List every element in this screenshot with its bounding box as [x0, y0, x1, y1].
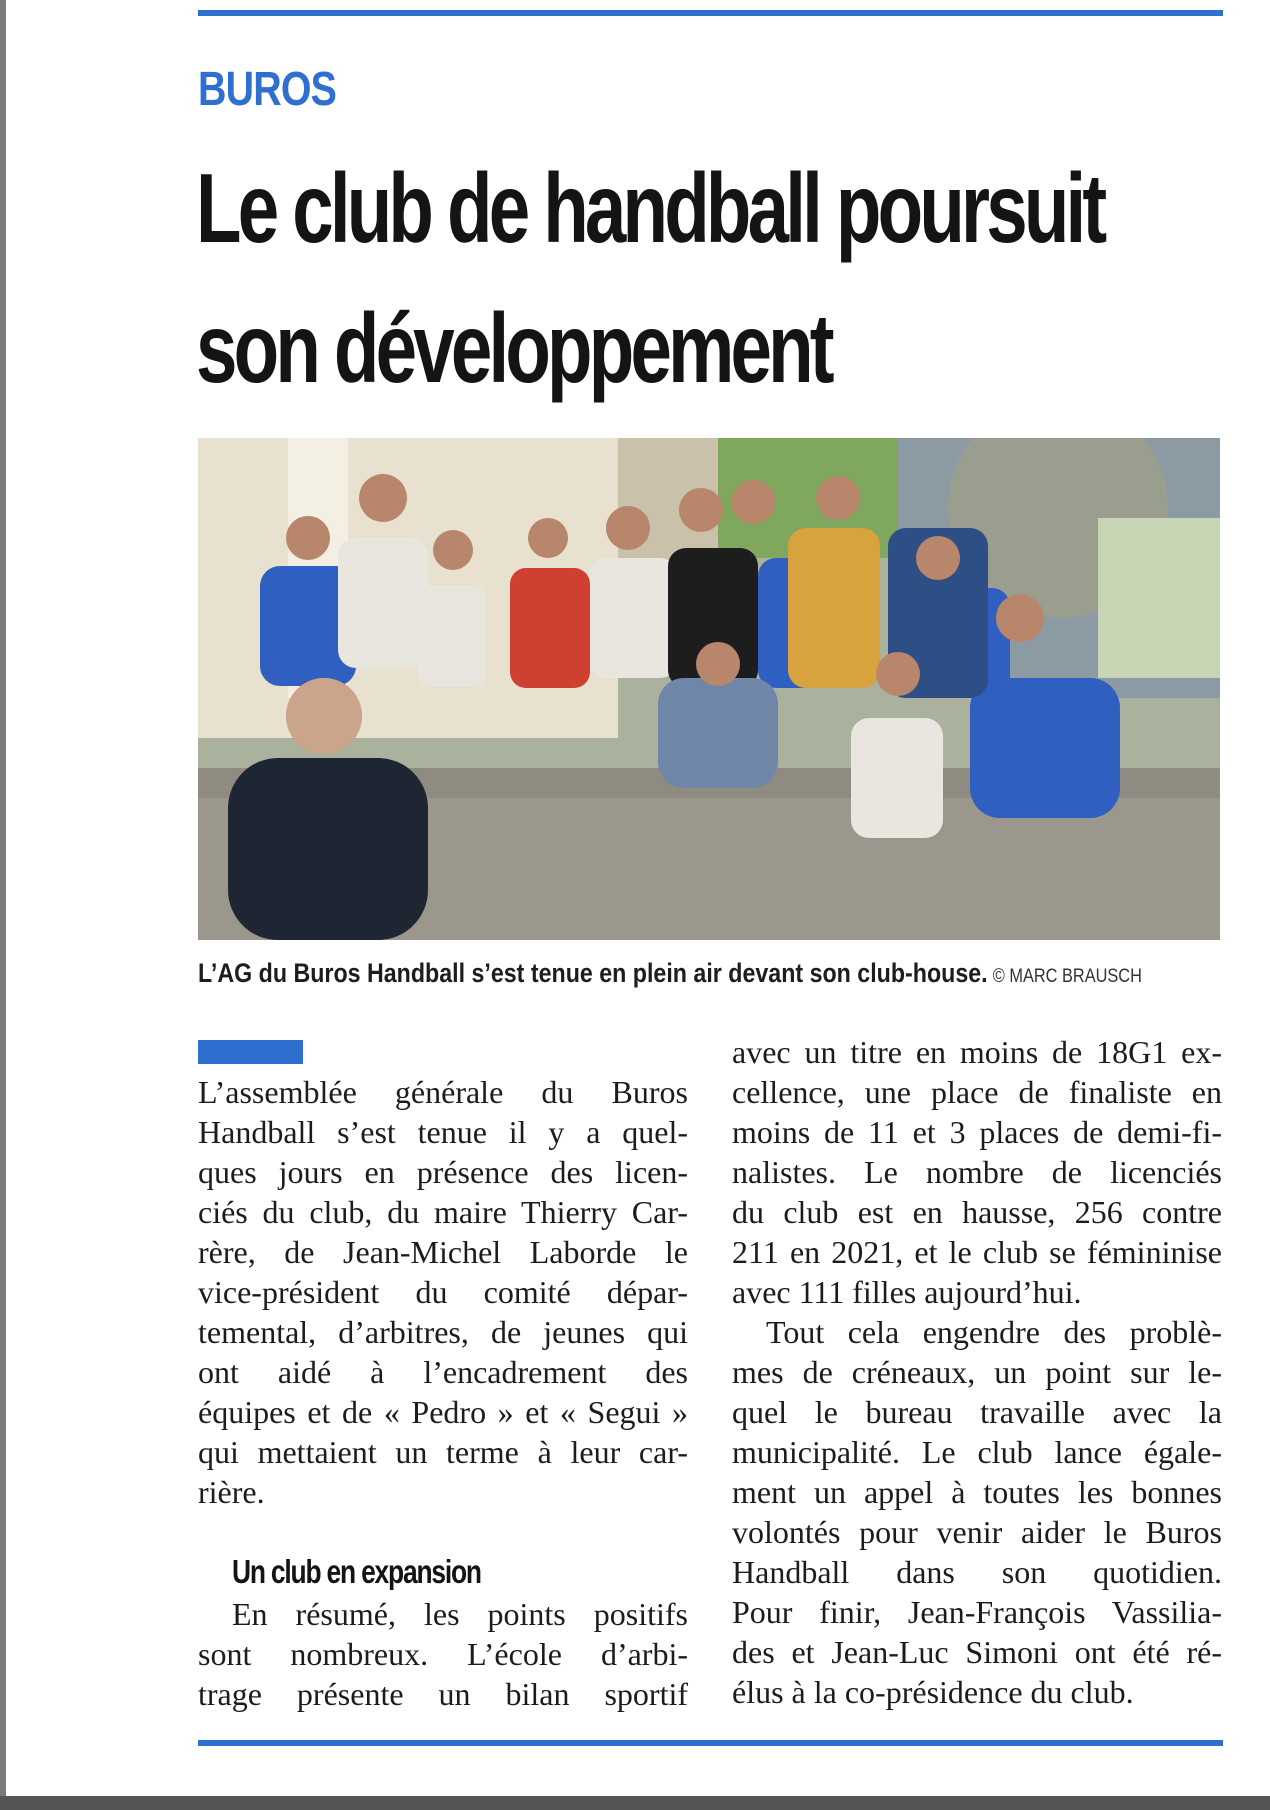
- text-line: qui mettaient un terme à leur car-: [198, 1434, 688, 1470]
- text-line: ment un appel à toutes les bonnes: [732, 1474, 1222, 1510]
- text-line: temental, d’arbitres, de jeunes qui: [198, 1314, 688, 1350]
- right-paragraph-2: [732, 1312, 1222, 1712]
- headline-line-1: Le club de handball poursuit: [196, 153, 1104, 263]
- text-line: 211 en 2021, et le club se fémininise: [732, 1234, 1222, 1270]
- group-photo: [198, 438, 1220, 940]
- text-line: nalistes. Le nombre de licenciés: [732, 1154, 1222, 1190]
- text-line: moins de 11 et 3 places de demi-fi-: [732, 1114, 1222, 1150]
- text-line: équipes et de « Pedro » et « Segui »: [198, 1394, 688, 1430]
- column-left: [198, 1072, 688, 1714]
- text-line: ont aidé à l’encadrement des: [198, 1354, 688, 1390]
- text-line: quel le bureau travaille avec la: [732, 1394, 1222, 1430]
- right-paragraph-1: [732, 1032, 1222, 1312]
- text-line: élus à la co-présidence du club.: [732, 1674, 1134, 1710]
- left-paragraph-2: [198, 1594, 688, 1714]
- text-line: Handball dans son quotidien.: [732, 1554, 1222, 1590]
- text-line: avec 111 filles aujourd’hui.: [732, 1274, 1082, 1310]
- text-line: trage présente un bilan sportif: [198, 1676, 688, 1712]
- text-line: Pour finir, Jean-François Vassilia-: [732, 1594, 1222, 1630]
- text-line: du club est en hausse, 256 contre: [732, 1194, 1222, 1230]
- group-photo-illustration: [198, 438, 1220, 940]
- headline-line-2: son développement: [196, 293, 831, 403]
- text-line: ques jours en présence des licen-: [198, 1154, 688, 1190]
- text-line: Tout cela engendre des problè-: [766, 1314, 1222, 1350]
- top-rule: [198, 10, 1223, 16]
- photo-caption: [198, 958, 1142, 989]
- photo-credit: © MARC BRAUSCH: [992, 966, 1142, 987]
- photo-caption-text: L’AG du Buros Handball s’est tenue en plein air devant son club-house.: [198, 958, 988, 988]
- subheading: Un club en expansion: [232, 1553, 481, 1590]
- text-line: municipalité. Le club lance égale-: [732, 1434, 1222, 1470]
- text-line: des et Jean-Luc Simoni ont été ré-: [732, 1634, 1222, 1670]
- text-line: avec un titre en moins de 18G1 ex-: [732, 1034, 1222, 1070]
- text-line: mes de créneaux, un point sur le-: [732, 1354, 1222, 1390]
- text-line: rière.: [198, 1474, 265, 1510]
- headline: [196, 138, 1103, 418]
- text-line: ciés du club, du maire Thierry Car-: [198, 1194, 688, 1230]
- page-edge-bottom: [0, 1796, 1270, 1810]
- left-paragraph-1: [198, 1072, 688, 1512]
- text-line: vice-président du comité dépar-: [198, 1274, 688, 1310]
- text-line: Handball s’est tenue il y a quel-: [198, 1114, 688, 1150]
- bottom-rule: [198, 1740, 1223, 1746]
- text-line: rère, de Jean-Michel Laborde le: [198, 1234, 688, 1270]
- text-line: volontés pour venir aider le Buros: [732, 1514, 1222, 1550]
- text-line: L’assemblée générale du Buros: [198, 1074, 688, 1110]
- text-line: En résumé, les points positifs: [232, 1596, 688, 1632]
- section-marker: [198, 1040, 303, 1064]
- column-right: [732, 1032, 1222, 1712]
- page-edge-left: [0, 0, 6, 1810]
- kicker-location: BUROS: [198, 63, 337, 116]
- text-line: cellence, une place de finaliste en: [732, 1074, 1222, 1110]
- text-line: sont nombreux. L’école d’arbi-: [198, 1636, 688, 1672]
